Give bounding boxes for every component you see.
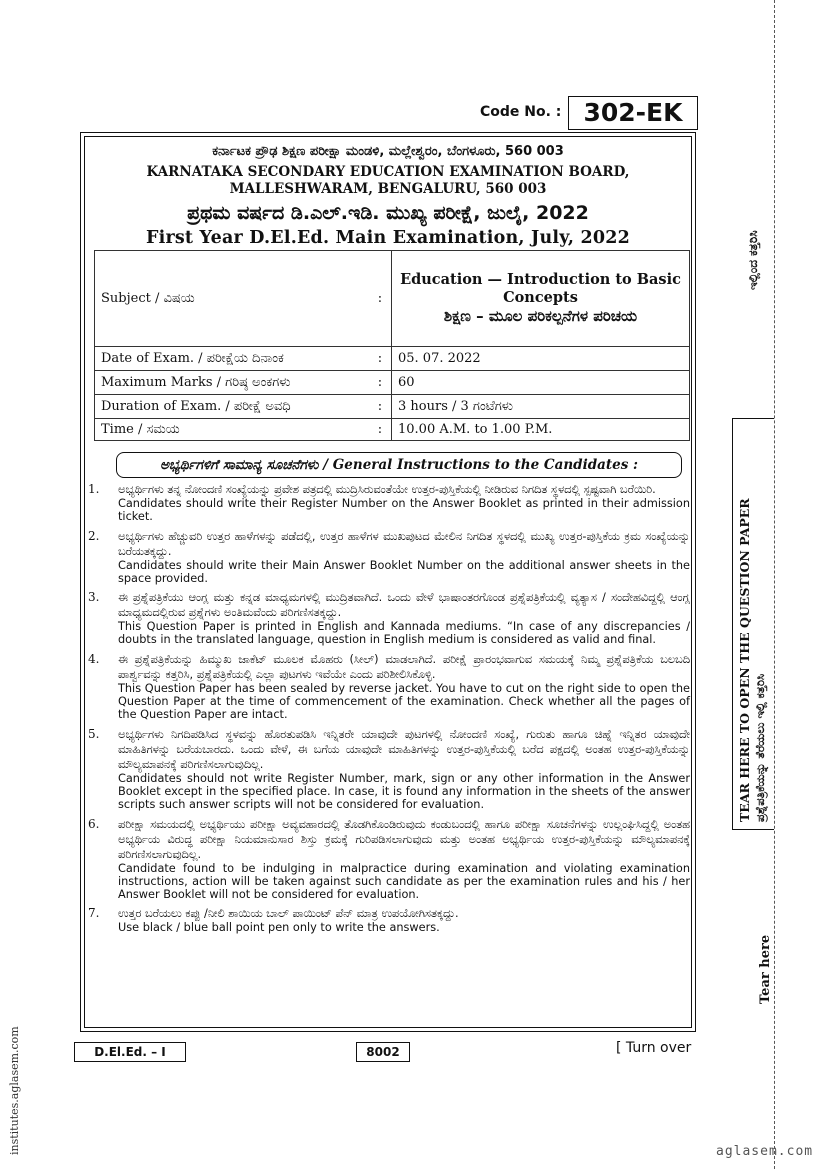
instruction-number: 7. xyxy=(88,906,100,921)
board-name-kannada: ಕರ್ನಾಟಕ ಪ್ರೌಢ ಶಿಕ್ಷಣ ಪರೀಕ್ಷಾ ಮಂಡಳಿ, ಮಲ್ಲೇಶ್ವರಂ, ಬೆಂಗಳೂರು, 560 003 xyxy=(212,144,564,159)
time-label: Time / ಸಮಯ xyxy=(95,419,370,441)
instruction-kannada: ಈ ಪ್ರಶ್ನೆಪತ್ರಿಕೆಯು ಆಂಗ್ಲ ಮತ್ತು ಕನ್ನಡ ಮಾಧ್ಯಮಗಳಲ್ಲಿ ಮುದ್ರಿತವಾಗಿದೆ. ಒಂದು ವೇಳೆ ಭಾಷಾಂತರಗೊಂಡ ಪ್ರಶ್ನೆಪತ್ರಿಕೆಯಲ್ಲಿ ವ್ಯತ್ಯಾಸ / ಸಂದೇಹವಿದ್ದಲ್ಲಿ ಆಂಗ್ಲ ಮಾಧ್ಯಮದಲ್ಲಿರುವ ಪ್ರಶ್ನೆಗಳು ಅಂತಿಮವೆಂದು ಪರಿಗಣಿಸತಕ್ಕದ್ದು. xyxy=(118,591,690,620)
colon: : xyxy=(369,419,392,441)
instruction-item xyxy=(86,817,690,902)
duration-value: 3 hours / 3 ಗಂಟೆಗಳು xyxy=(392,395,690,419)
instruction-number: 6. xyxy=(88,816,100,831)
tear-here-label: Tear here xyxy=(758,934,773,1004)
marks-label: Maximum Marks / ಗರಿಷ್ಠ ಅಂಕಗಳು xyxy=(95,371,370,395)
colon: : xyxy=(369,251,392,347)
instruction-english: Candidates should not write Register Number, mark, sign or any other information in the Answer Booklet except in the specified place. In case, it is found any information in the sheets of the answer scripts such answer scripts will not be considered for evaluation. xyxy=(118,771,690,812)
instruction-item xyxy=(86,906,690,934)
instruction-kannada: ಉತ್ತರ ಬರೆಯಲು ಕಪ್ಪು /ನೀಲಿ ಶಾಯಿಯ ಬಾಲ್ ಪಾಯಿಂಟ್ ಪೆನ್ ಮಾತ್ರ ಉಪಯೋಗಿಸತಕ್ಕದ್ದು. xyxy=(118,907,459,921)
turn-over: [ Turn over xyxy=(616,1040,692,1056)
instruction-number: 1. xyxy=(88,482,100,496)
instructions-list xyxy=(86,482,690,940)
instruction-item xyxy=(86,590,690,647)
date-value: 05. 07. 2022 xyxy=(392,347,690,371)
colon: : xyxy=(369,347,392,371)
instruction-english: Candidate found to be indulging in malpractice during examination and violating examination instructions, action will be taken against such candidate as per the examination rules and his / her Answer Booklet will not be considered for evaluation. xyxy=(118,861,690,902)
tear-instruction-kannada: ಪ್ರಶ್ನೆಪತ್ರಿಕೆಯನ್ನು ತೆರೆಯಲು ಇಲ್ಲಿ ಕತ್ತರಿಸಿ xyxy=(753,673,767,822)
instruction-number: 2. xyxy=(88,528,100,543)
instruction-number: 4. xyxy=(88,651,100,666)
instruction-english: This Question Paper has been sealed by reverse jacket. You have to cut on the right side to open the Question Paper at the time of commencement of the examination. Check whether all the pages of the Question Paper are intact. xyxy=(118,681,690,722)
instruction-number: 3. xyxy=(88,590,100,605)
duration-row xyxy=(95,395,690,419)
page-code: 8002 xyxy=(356,1042,410,1062)
instruction-item xyxy=(86,529,690,586)
exam-info-table xyxy=(94,250,690,441)
instruction-item xyxy=(86,652,690,722)
subject-value xyxy=(392,251,690,347)
instruction-item xyxy=(86,482,690,524)
date-label: Date of Exam. / ಪರೀಕ್ಷೆಯ ದಿನಾಂಕ xyxy=(95,347,370,371)
exam-title-english: First Year D.El.Ed. Main Examination, July, 2022 xyxy=(145,228,631,248)
subject-label: Subject / ವಿಷಯ xyxy=(95,251,370,347)
tear-line[interactable] xyxy=(774,0,775,1169)
instruction-kannada: ಅಭ್ಯರ್ಥಿಗಳು ಹೆಚ್ಚುವರಿ ಉತ್ತರ ಹಾಳೆಗಳನ್ನು ಪಡೆದಲ್ಲಿ, ಉತ್ತರ ಹಾಳೆಗಳ ಮುಖಪುಟದ ಮೇಲಿನ ನಿಗದಿತ ಸ್ಥಳದಲ್ಲಿ ಮುಖ್ಯ ಉತ್ತರ-ಪುಸ್ತಿಕೆಯ ಕ್ರಮ ಸಂಖ್ಯೆಯನ್ನು ಬರೆಯತಕ್ಕದ್ದು. xyxy=(118,529,690,558)
instruction-english: Candidates should write their Register Number on the Answer Booklet as printed in their admission ticket. xyxy=(118,497,690,524)
colon: : xyxy=(369,395,392,419)
instruction-english: Candidates should write their Main Answer Booklet Number on the additional answer sheets in the space provided. xyxy=(118,558,690,585)
instruction-number: 5. xyxy=(88,726,100,741)
course-code: D.El.Ed. – I xyxy=(74,1042,186,1062)
marks-value: 60 xyxy=(392,371,690,395)
cut-here-kannada: ಇಲ್ಲಿಂದ ಕತ್ತರಿಸಿ xyxy=(746,230,760,290)
date-row xyxy=(95,347,690,371)
time-row xyxy=(95,419,690,441)
instruction-item xyxy=(86,727,690,812)
subject-english: Education — Introduction to Basic Concepts xyxy=(400,271,681,306)
code-number: 302-EK xyxy=(568,96,698,130)
instruction-kannada: ಪರೀಕ್ಷಾ ಸಮಯದಲ್ಲಿ ಅಭ್ಯರ್ಥಿಯು ಪರೀಕ್ಷಾ ಅವ್ಯವಹಾರದಲ್ಲಿ ತೊಡಗಿಕೊಂಡಿರುವುದು ಕಂಡುಬಂದಲ್ಲಿ ಹಾಗೂ ಪರೀಕ್ಷಾ ಸೂಚನೆಗಳನ್ನು ಉಲ್ಲಂಘಿಸಿದ್ದಲ್ಲಿ ಅಂತಹ ಅಭ್ಯರ್ಥಿಯ ವಿರುದ್ಧ ಪರೀಕ್ಷಾ ನಿಯಮಾನುಸಾರ ಶಿಸ್ತು ಕ್ರಮಕ್ಕೆ ಗುರಿಪಡಿಸಲಾಗುವುದು ಮತ್ತು ಅಂತಹ ಅಭ್ಯರ್ಥಿಯ ಉತ್ತರ-ಪುಸ್ತಿಕೆಯನ್ನು ಮೌಲ್ಯಮಾಪನಕ್ಕೆ ಪರಿಗಣಿಸಲಾಗುವುದಿಲ್ಲ. xyxy=(118,817,690,861)
general-instructions-heading: ಅಭ್ಯರ್ಥಿಗಳಿಗೆ ಸಾಮಾನ್ಯ ಸೂಚನೆಗಳು / General Instructions to the Candidates : xyxy=(116,452,682,478)
time-value: 10.00 A.M. to 1.00 P.M. xyxy=(392,419,690,441)
watermark-left: institutes.aglasem.com xyxy=(8,1026,21,1155)
exam-title-kannada: ಪ್ರಥಮ ವರ್ಷದ ಡಿ.ಎಲ್.ಇಡಿ. ಮುಖ್ಯ ಪರೀಕ್ಷೆ, ಜುಲೈ, 2022 xyxy=(187,202,589,224)
instruction-english: Use black / blue ball point pen only to write the answers. xyxy=(118,921,440,935)
subject-kannada: ಶಿಕ್ಷಣ – ಮೂಲ ಪರಿಕಲ್ಪನೆಗಳ ಪರಿಚಯ xyxy=(443,307,638,325)
duration-label: Duration of Exam. / ಪರೀಕ್ಷೆ ಅವಧಿ xyxy=(95,395,370,419)
code-label: Code No. : xyxy=(480,104,562,120)
watermark-right: aglasem.com xyxy=(716,1144,814,1159)
instruction-english: This Question Paper is printed in English and Kannada mediums. “In case of any discrepancies / doubts in the translated language, question in English medium is considered as valid and final. xyxy=(118,620,690,647)
tear-instruction-english: TEAR HERE TO OPEN THE QUESTION PAPER xyxy=(737,498,752,822)
board-name-english: KARNATAKA SECONDARY EDUCATION EXAMINATION BOARD, MALLESHWARAM, BENGALURU, 560 003 xyxy=(146,164,630,197)
instruction-kannada: ಈ ಪ್ರಶ್ನೆಪತ್ರಿಕೆಯನ್ನು ಹಿಮ್ಮುಖ ಜಾಕೆಟ್ ಮೂಲಕ ಮೊಹರು (ಸೀಲ್) ಮಾಡಲಾಗಿದೆ. ಪರೀಕ್ಷೆ ಪ್ರಾರಂಭವಾಗುವ ಸಮಯಕ್ಕೆ ನಿಮ್ಮ ಪ್ರಶ್ನೆಪತ್ರಿಕೆಯ ಬಲಬದಿ ಪಾರ್ಶ್ವವನ್ನು ಕತ್ತರಿಸಿ, ಪ್ರಶ್ನೆಪತ್ರಿಕೆಯಲ್ಲಿ ಎಲ್ಲಾ ಪುಟಗಳು ಇವೆಯೇ ಎಂದು ಪರಿಶೀಲಿಸಿಕೊಳ್ಳಿ. xyxy=(118,652,690,681)
instruction-kannada: ಅಭ್ಯರ್ಥಿಗಳು ನಿಗದಿಪಡಿಸಿದ ಸ್ಥಳವನ್ನು ಹೊರತುಪಡಿಸಿ ಇನ್ನಿತರೇ ಯಾವುದೇ ಪುಟಗಳಲ್ಲಿ ನೋಂದಣಿ ಸಂಖ್ಯೆ, ಗುರುತು ಹಾಗೂ ಚಿಹ್ನೆ ಇನ್ನಿತರ ಯಾವುದೇ ಮಾಹಿತಿಗಳನ್ನು ಬರೆಯಬಾರದು. ಒಂದು ವೇಳೆ, ಈ ಬಗೆಯ ಯಾವುದೇ ಮಾಹಿತಿಗಳನ್ನು ಉತ್ತರ-ಪುಸ್ತಿಕೆಯಲ್ಲಿ ಬರೆದ ಪಕ್ಷದಲ್ಲಿ ಅಂತಹ ಉತ್ತರ-ಪುಸ್ತಿಕೆಯನ್ನು ಮೌಲ್ಯಮಾಪನಕ್ಕೆ ಪರಿಗಣಿಸಲಾಗುವುದಿಲ್ಲ. xyxy=(118,727,690,771)
subject-row xyxy=(95,251,690,347)
colon: : xyxy=(369,371,392,395)
instruction-kannada: ಅಭ್ಯರ್ಥಿಗಳು ತನ್ನ ನೋಂದಣಿ ಸಂಖ್ಯೆಯನ್ನು ಪ್ರವೇಶ ಪತ್ರದಲ್ಲಿ ಮುದ್ರಿಸಿರುವಂತೆಯೇ ಉತ್ತರ-ಪುಸ್ತಿಕೆಯಲ್ಲಿ ನೀಡಿರುವ ನಿಗದಿತ ಸ್ಥಳದಲ್ಲಿ ಸ್ಪಷ್ಟವಾಗಿ ಬರೆಯಿರಿ. xyxy=(118,483,656,496)
marks-row xyxy=(95,371,690,395)
